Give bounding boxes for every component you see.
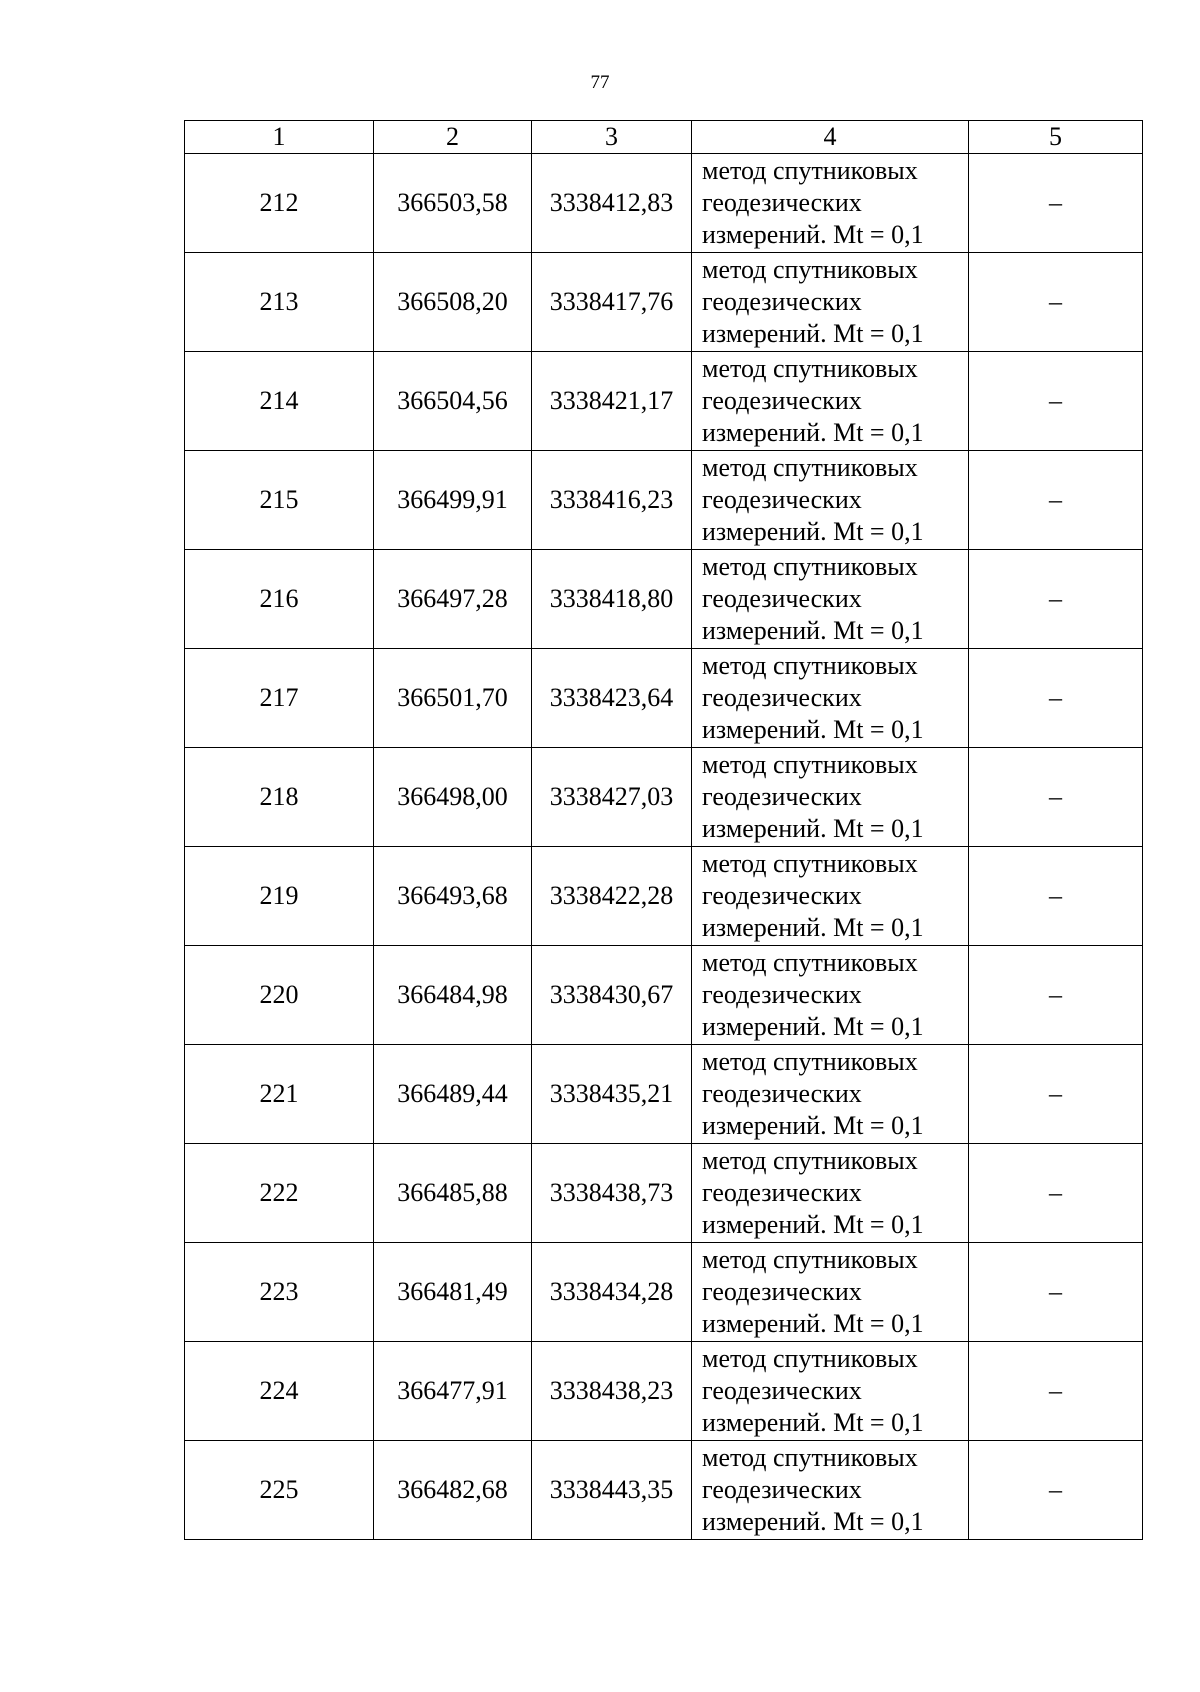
table-row: [185, 1045, 1143, 1144]
coordinates-table: [184, 120, 1143, 1540]
method-text-line: измерений. Mt = 0,1: [702, 616, 924, 645]
coordinate-x-cell: 366498,00: [374, 748, 532, 847]
coordinate-y-cell: 3338430,67: [532, 946, 692, 1045]
coordinate-y-cell: 3338417,76: [532, 253, 692, 352]
method-text-line: метод спутниковых: [702, 651, 918, 680]
coordinate-y-cell: 3338422,28: [532, 847, 692, 946]
table-row: [185, 946, 1143, 1045]
method-text-line: геодезических: [702, 1178, 862, 1207]
column-header: 2: [374, 121, 532, 154]
method-text-line: метод спутниковых: [702, 1443, 918, 1472]
coordinate-y-cell: 3338421,17: [532, 352, 692, 451]
method-text-line: измерений. Mt = 0,1: [702, 517, 924, 546]
method-text-line: геодезических: [702, 1277, 862, 1306]
note-cell: –: [969, 1441, 1143, 1540]
method-cell: [692, 352, 969, 451]
method-text-line: метод спутниковых: [702, 156, 918, 185]
method-text-line: измерений. Mt = 0,1: [702, 913, 924, 942]
point-number-cell: 216: [185, 550, 374, 649]
note-cell: –: [969, 1342, 1143, 1441]
method-text-line: геодезических: [702, 188, 862, 217]
table-row: [185, 1243, 1143, 1342]
point-number-cell: 217: [185, 649, 374, 748]
method-cell: [692, 154, 969, 253]
column-header: 1: [185, 121, 374, 154]
method-text-line: геодезических: [702, 980, 862, 1009]
method-text-line: метод спутниковых: [702, 849, 918, 878]
point-number-cell: 215: [185, 451, 374, 550]
coordinate-x-cell: 366489,44: [374, 1045, 532, 1144]
point-number-cell: 225: [185, 1441, 374, 1540]
note-cell: –: [969, 550, 1143, 649]
note-cell: –: [969, 847, 1143, 946]
method-text-line: геодезических: [702, 1079, 862, 1108]
table-row: [185, 352, 1143, 451]
table-row: [185, 847, 1143, 946]
method-text-line: геодезических: [702, 485, 862, 514]
point-number-cell: 213: [185, 253, 374, 352]
note-cell: –: [969, 253, 1143, 352]
note-cell: –: [969, 946, 1143, 1045]
method-text-line: метод спутниковых: [702, 354, 918, 383]
point-number-cell: 214: [185, 352, 374, 451]
coordinate-y-cell: 3338418,80: [532, 550, 692, 649]
method-text-line: геодезических: [702, 386, 862, 415]
method-text-line: метод спутниковых: [702, 552, 918, 581]
method-cell: [692, 1342, 969, 1441]
method-text-line: метод спутниковых: [702, 1047, 918, 1076]
coordinate-y-cell: 3338438,23: [532, 1342, 692, 1441]
coordinate-y-cell: 3338435,21: [532, 1045, 692, 1144]
coordinate-x-cell: 366482,68: [374, 1441, 532, 1540]
table-row: [185, 451, 1143, 550]
method-text-line: метод спутниковых: [702, 750, 918, 779]
method-text-line: измерений. Mt = 0,1: [702, 319, 924, 348]
note-cell: –: [969, 748, 1143, 847]
method-cell: [692, 1045, 969, 1144]
note-cell: –: [969, 352, 1143, 451]
method-cell: [692, 451, 969, 550]
note-cell: –: [969, 1045, 1143, 1144]
method-text-line: метод спутниковых: [702, 453, 918, 482]
coordinate-x-cell: 366503,58: [374, 154, 532, 253]
point-number-cell: 219: [185, 847, 374, 946]
coordinate-x-cell: 366481,49: [374, 1243, 532, 1342]
table-row: [185, 154, 1143, 253]
coordinate-x-cell: 366484,98: [374, 946, 532, 1045]
method-text-line: измерений. Mt = 0,1: [702, 1507, 924, 1536]
method-text-line: измерений. Mt = 0,1: [702, 418, 924, 447]
method-text-line: метод спутниковых: [702, 255, 918, 284]
point-number-cell: 222: [185, 1144, 374, 1243]
table-row: [185, 1342, 1143, 1441]
method-text-line: метод спутниковых: [702, 1146, 918, 1175]
method-text-line: измерений. Mt = 0,1: [702, 1111, 924, 1140]
method-text-line: геодезических: [702, 287, 862, 316]
table-row: [185, 1441, 1143, 1540]
point-number-cell: 223: [185, 1243, 374, 1342]
method-text-line: измерений. Mt = 0,1: [702, 1012, 924, 1041]
page-number: 77: [590, 72, 610, 93]
coordinate-y-cell: 3338443,35: [532, 1441, 692, 1540]
note-cell: –: [969, 1144, 1143, 1243]
point-number-cell: 224: [185, 1342, 374, 1441]
method-cell: [692, 1243, 969, 1342]
method-text-line: геодезических: [702, 683, 862, 712]
coordinate-y-cell: 3338438,73: [532, 1144, 692, 1243]
table-row: [185, 550, 1143, 649]
method-text-line: измерений. Mt = 0,1: [702, 715, 924, 744]
table-header-row: [185, 121, 1143, 154]
method-cell: [692, 253, 969, 352]
table-body: [185, 154, 1143, 1540]
method-cell: [692, 847, 969, 946]
coordinate-x-cell: 366477,91: [374, 1342, 532, 1441]
coordinate-x-cell: 366493,68: [374, 847, 532, 946]
column-header: 3: [532, 121, 692, 154]
column-header: 5: [969, 121, 1143, 154]
method-text-line: измерений. Mt = 0,1: [702, 1408, 924, 1437]
coordinate-y-cell: 3338416,23: [532, 451, 692, 550]
point-number-cell: 212: [185, 154, 374, 253]
coordinate-y-cell: 3338434,28: [532, 1243, 692, 1342]
method-text-line: метод спутниковых: [702, 1245, 918, 1274]
method-text-line: геодезических: [702, 584, 862, 613]
method-cell: [692, 1144, 969, 1243]
note-cell: –: [969, 154, 1143, 253]
note-cell: –: [969, 451, 1143, 550]
method-text-line: метод спутниковых: [702, 948, 918, 977]
coordinate-x-cell: 366497,28: [374, 550, 532, 649]
coordinate-y-cell: 3338423,64: [532, 649, 692, 748]
coordinate-x-cell: 366501,70: [374, 649, 532, 748]
method-text-line: геодезических: [702, 881, 862, 910]
method-text-line: геодезических: [702, 782, 862, 811]
note-cell: –: [969, 1243, 1143, 1342]
method-text-line: измерений. Mt = 0,1: [702, 1309, 924, 1338]
method-text-line: измерений. Mt = 0,1: [702, 814, 924, 843]
coordinate-x-cell: 366504,56: [374, 352, 532, 451]
table-row: [185, 253, 1143, 352]
table-row: [185, 1144, 1143, 1243]
method-cell: [692, 1441, 969, 1540]
table-row: [185, 649, 1143, 748]
method-cell: [692, 649, 969, 748]
method-cell: [692, 550, 969, 649]
method-cell: [692, 946, 969, 1045]
coordinate-x-cell: 366499,91: [374, 451, 532, 550]
method-text-line: геодезических: [702, 1376, 862, 1405]
coordinate-x-cell: 366485,88: [374, 1144, 532, 1243]
method-text-line: геодезических: [702, 1475, 862, 1504]
coordinate-x-cell: 366508,20: [374, 253, 532, 352]
note-cell: –: [969, 649, 1143, 748]
method-text-line: измерений. Mt = 0,1: [702, 1210, 924, 1239]
point-number-cell: 220: [185, 946, 374, 1045]
method-text-line: измерений. Mt = 0,1: [702, 220, 924, 249]
column-header: 4: [692, 121, 969, 154]
coordinate-y-cell: 3338412,83: [532, 154, 692, 253]
method-text-line: метод спутниковых: [702, 1344, 918, 1373]
coordinate-y-cell: 3338427,03: [532, 748, 692, 847]
method-cell: [692, 748, 969, 847]
point-number-cell: 221: [185, 1045, 374, 1144]
point-number-cell: 218: [185, 748, 374, 847]
table-row: [185, 748, 1143, 847]
